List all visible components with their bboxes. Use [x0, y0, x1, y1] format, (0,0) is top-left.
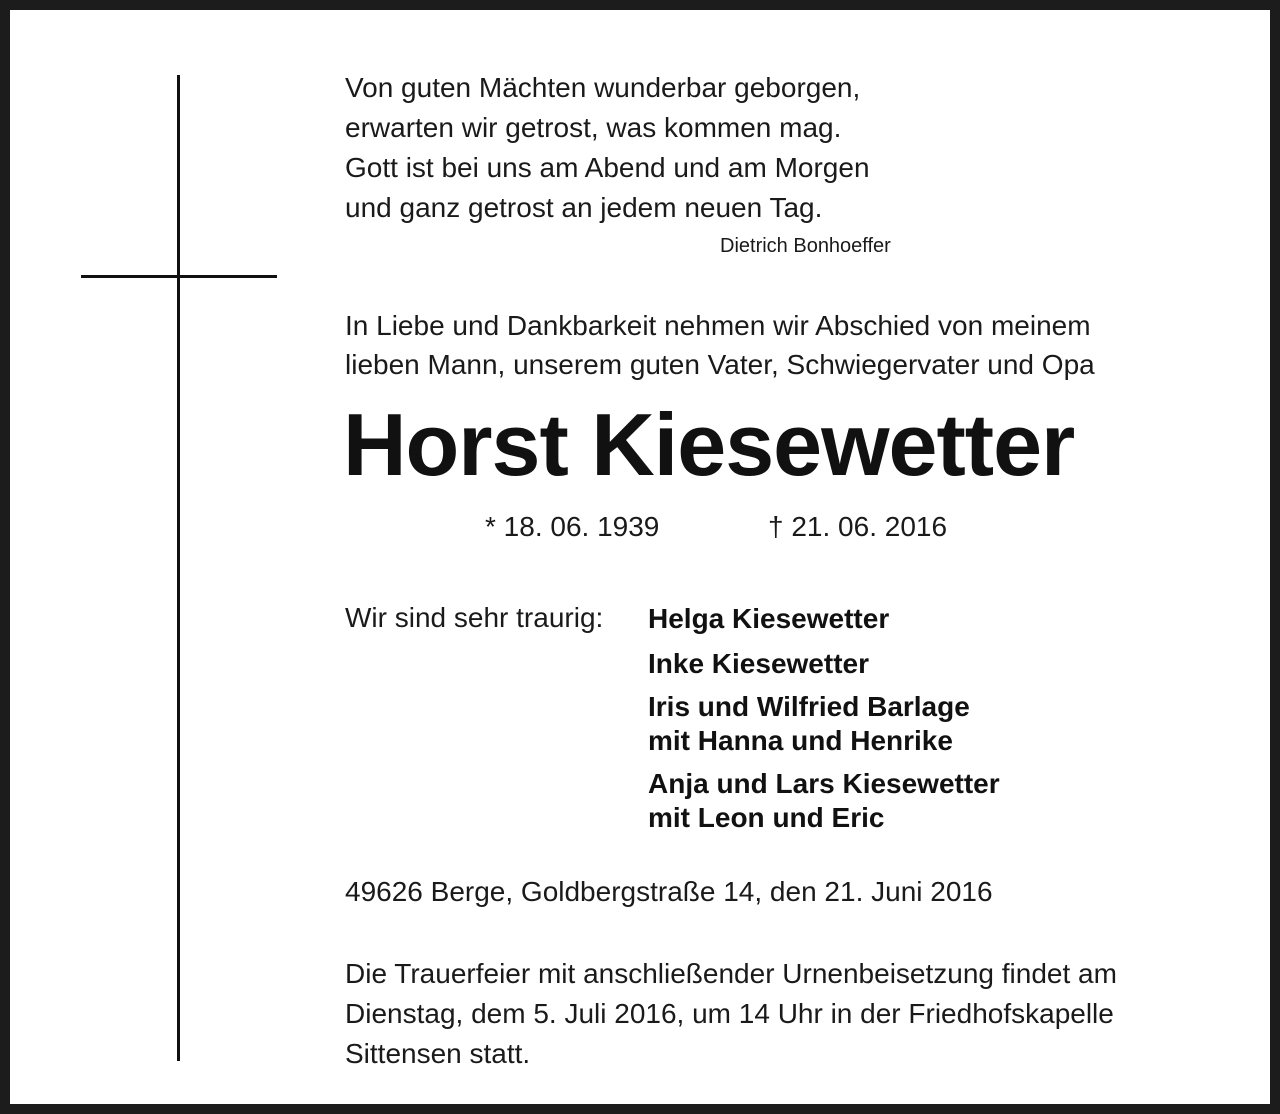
mourner-entry — [648, 767, 1000, 835]
poem-line: erwarten wir getrost, was kommen mag. — [345, 112, 842, 143]
poem-line: Von guten Mächten wunderbar geborgen, — [345, 72, 861, 103]
funeral-line: Sittensen statt. — [345, 1038, 531, 1069]
cross-icon-horizontal-bar — [81, 275, 277, 278]
mourner-line: Helga Kiesewetter — [648, 603, 890, 634]
mourner-line: Inke Kiesewetter — [648, 648, 869, 679]
funeral-line: Die Trauerfeier mit anschließender Urnenbeisetzung findet am — [345, 958, 1117, 989]
funeral-line: Dienstag, dem 5. Juli 2016, um 14 Uhr in der Friedhofskapelle — [345, 998, 1114, 1029]
mourner-entry — [648, 602, 889, 636]
mourners-label: Wir sind sehr traurig: — [345, 602, 604, 633]
intro-line: In Liebe und Dankbarkeit nehmen wir Abschied von meinem — [345, 310, 1091, 341]
mourner-entry — [648, 690, 970, 758]
mourner-line: Anja und Lars Kiesewetter — [648, 768, 1000, 799]
poem-quote — [345, 68, 870, 228]
mourner-line: mit Hanna und Henrike — [648, 725, 953, 756]
funeral-notice — [345, 954, 1117, 1074]
cross-icon-vertical-bar — [177, 75, 180, 1061]
poem-author: Dietrich Bonhoeffer — [720, 235, 891, 257]
birth-date: * 18. 06. 1939 — [485, 511, 660, 542]
mourner-line: Iris und Wilfried Barlage — [648, 691, 970, 722]
poem-line: und ganz getrost an jedem neuen Tag. — [345, 192, 823, 223]
intro-line: lieben Mann, unserem guten Vater, Schwiegervater und Opa — [345, 349, 1095, 380]
address-line: 49626 Berge, Goldbergstraße 14, den 21. Juni 2016 — [345, 876, 993, 907]
poem-line: Gott ist bei uns am Abend und am Morgen — [345, 152, 870, 183]
death-date: † 21. 06. 2016 — [768, 511, 948, 542]
deceased-name: Horst Kiesewetter — [343, 395, 1075, 494]
farewell-intro — [345, 306, 1095, 384]
mourner-entry — [648, 647, 869, 681]
mourner-line: mit Leon und Eric — [648, 802, 885, 833]
